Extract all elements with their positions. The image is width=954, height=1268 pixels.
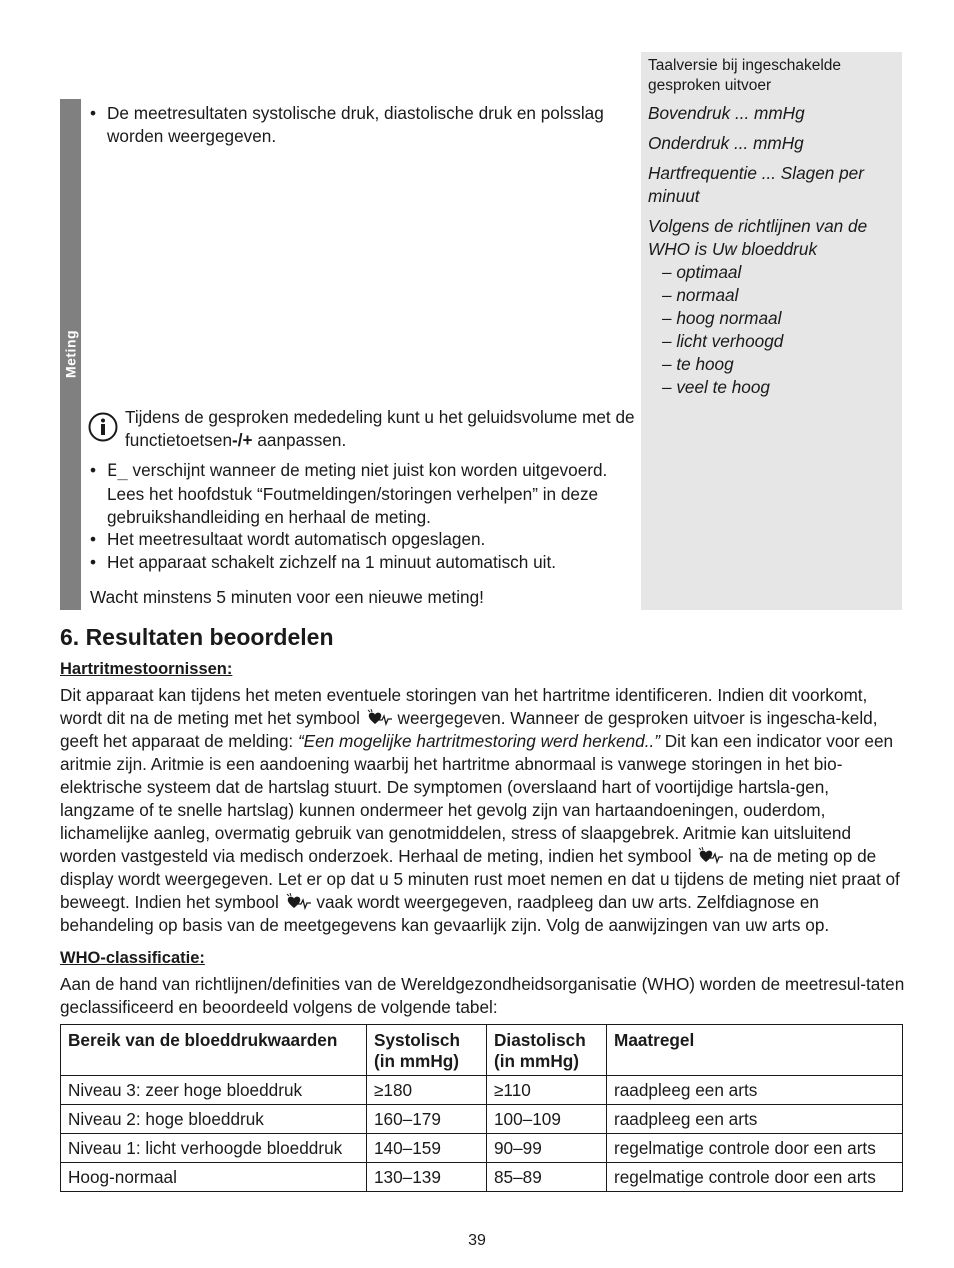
table-cell: ≥180 <box>367 1076 487 1105</box>
table-row <box>61 1163 903 1192</box>
side-bar-label: Meting <box>62 329 78 379</box>
voice-item-diastolic: Onderdruk ... mmHg <box>648 133 804 153</box>
table-header-row <box>61 1025 903 1076</box>
arrhythmia-heart-icon <box>284 893 312 910</box>
table-header: Diastolisch (in mmHg) <box>487 1025 607 1076</box>
voice-item-who: Volgens de richtlijnen van de WHO is Uw bloeddruk <box>648 216 868 259</box>
subheading-who: WHO-classificatie: <box>60 949 205 967</box>
table-cell: Niveau 2: hoge bloeddruk <box>61 1105 367 1134</box>
table-cell: 100–109 <box>487 1105 607 1134</box>
voice-sub-item: – optimaal <box>662 262 742 282</box>
table-row <box>61 1076 903 1105</box>
who-paragraph: Aan de hand van richtlijnen/definities van de Wereldgezondheidsorganisatie (WHO) worden de meetresul-taten geclassificeerd en beoordeeld volgens de volgende tabel: <box>60 974 905 1017</box>
voice-sub-item: – veel te hoog <box>662 377 770 397</box>
table-cell: Niveau 3: zeer hoge bloeddruk <box>61 1076 367 1105</box>
table-cell: ≥110 <box>487 1076 607 1105</box>
arrhythmia-heart-icon <box>365 709 393 726</box>
table-cell: 130–139 <box>367 1163 487 1192</box>
arrhythmia-heart-icon <box>696 847 724 864</box>
voice-panel-heading: Taalversie bij ingeschakelde gesproken uitvoer <box>648 57 842 94</box>
table-cell: 90–99 <box>487 1134 607 1163</box>
voice-item-pulse: Hartfrequentie ... Slagen per minuut <box>648 163 864 206</box>
table-header: Systolisch (in mmHg) <box>367 1025 487 1076</box>
who-classification-table <box>60 1024 903 1192</box>
table-cell: raadpleeg een arts <box>607 1076 903 1105</box>
voice-sub-item: – hoog normaal <box>662 308 782 328</box>
table-cell: Niveau 1: licht verhoogde bloeddruk <box>61 1134 367 1163</box>
table-cell: 160–179 <box>367 1105 487 1134</box>
table-cell: regelmatige controle door een arts <box>607 1163 903 1192</box>
table-header: Bereik van de bloeddrukwaarden <box>61 1025 367 1076</box>
table-row <box>61 1105 903 1134</box>
table-cell: 140–159 <box>367 1134 487 1163</box>
voice-sub-item: – normaal <box>662 285 739 305</box>
voice-sub-item: – te hoog <box>662 354 734 374</box>
wait-note: Wacht minstens 5 minuten voor een nieuwe meting! <box>90 587 484 607</box>
bullet-saved: • Het meetresultaat wordt automatisch opgeslagen. <box>90 529 486 549</box>
table-row <box>61 1134 903 1163</box>
info-icon <box>88 412 118 442</box>
bullet-error: • E_ verschijnt wanneer de meting niet juist kon worden uitgevoerd. Lees het hoofdstuk “Foutmeldingen/storingen verhelpen” in deze gebruikshandleiding en herhaal de meting. <box>90 460 608 527</box>
bullet-auto-off: • Het apparaat schakelt zichzelf na 1 minuut automatisch uit. <box>90 552 557 572</box>
voice-item-systolic: Bovendruk ... mmHg <box>648 103 805 123</box>
subheading-arrhythmia: Hartritmestoornissen: <box>60 660 233 678</box>
arrhythmia-paragraph: Dit apparaat kan tijdens het meten eventuele storingen van het hartritme identificeren. Indien dit voorkomt, wordt dit na de meting met het symbool weergegeven. Wanneer de gesproken uitvoer is ingescha-keld, geeft het apparaat de melding: “Een mogelijke hartritmestoring werd herkend..” Dit kan een indicator voor een aritmie zijn. Aritmie is een aandoening waarbij het hartritme abnormaal is vanwege storingen in het bio-elektrische systeem dat de hartslag stuurt. De symptomen (overslaand hart of voortijdige hartsla-gen, langzame of te snelle hartslag) kunnen ondermeer het gevolg zijn van hartaandoeningen, ouderdom, lichamelijke aanleg, overmatig gebruik van genotmiddelen, stress of slaapgebrek. Aritmie kan uitsluitend worden vastgesteld via medisch onderzoek. Herhaal de meting, indien het symbool na de meting op de display wordt weergegeven. Let er op dat u 5 minuten rust moet nemen en dat u tijdens de meting niet praat of beweegt. Indien het symbool vaak wordt weergegeven, raadpleeg dan uw arts. Zelfdiagnose en behandeling op basis van de meetgegevens kan gevaarlijk zijn. Volg de aanwijzingen van uw arts op. <box>60 685 900 935</box>
table-header: Maatregel <box>607 1025 903 1076</box>
voice-sub-item: – licht verhoogd <box>662 331 784 351</box>
table-cell: Hoog-normaal <box>61 1163 367 1192</box>
table-cell: regelmatige controle door een arts <box>607 1134 903 1163</box>
bullet-results-shown: • De meetresultaten systolische druk, diastolische druk en polsslag worden weergegeven. <box>90 103 604 146</box>
section-title: 6. Resultaten beoordelen <box>60 624 334 650</box>
table-cell: raadpleeg een arts <box>607 1105 903 1134</box>
page-number: 39 <box>468 1232 486 1249</box>
volume-note: Tijdens de gesproken mededeling kunt u het geluidsvolume met de functietoetsen-/+ aanpassen. <box>125 407 635 450</box>
error-code: E_ <box>107 461 128 481</box>
table-cell: 85–89 <box>487 1163 607 1192</box>
volume-keys: -/+ <box>232 430 253 450</box>
